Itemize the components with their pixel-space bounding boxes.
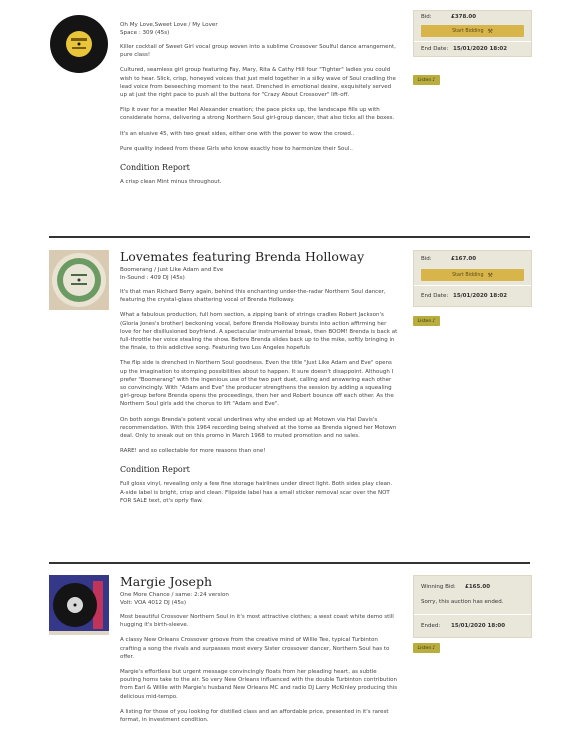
start-bidding-label: Start Bidding	[452, 28, 484, 34]
description-paragraph: RARE! and so collectable for more reasons than one!	[120, 448, 266, 455]
record-sides: Boomerang / Just Like Adam and Eve	[120, 267, 224, 273]
bid-row	[414, 11, 531, 23]
ended-row	[414, 615, 531, 637]
end-date-label: End Date:	[421, 46, 449, 52]
description-paragraph: It's an elusive 45, with two great sides, either one with the power to wow the crowd..	[120, 130, 355, 137]
bid-panel-1	[413, 10, 532, 57]
winning-bid-value: £165.00	[465, 584, 491, 590]
record-thumbnail-3[interactable]	[49, 575, 109, 635]
listen-label: Listen	[417, 318, 432, 324]
description-paragraph: The flip side is drenched in Northern Soul goodness. Even the title "Just Like Adam and Eve" opens up the imagination to stomping possibilities about to happen. It sure doesn't disappoint. Although I prefer "Boomerang" with the ingenious use of the two part duet, calling and answering each other so convincingly. With "Adam and Eve" the producer strengthens the session by adding a squealing girl-group before Brenda opens the proceedings, then her and Robert bounce off each other. As the Northern Soul girls add the chorus to lift "Adam and Eve".	[120, 360, 394, 408]
music-note-icon: ♪	[432, 645, 436, 651]
listing-title[interactable]: Margie Joseph	[120, 574, 212, 589]
bid-value: £378.00	[451, 14, 477, 20]
record-thumbnail-1[interactable]	[49, 14, 109, 74]
ended-value: 15/01/2020 18:00	[451, 623, 506, 629]
description-paragraph: What a fabulous production, full horn section, a zipping bank of strings cradles Robert Jackson's (Gloria Jones's brother) beckoning vocal, before Brenda Holloway bursts into action affirming her love for her disillusioned boyfriend. A spectacular instrumental break, then BOOM! Brenda is back at full-throttle her voice stealing the show. Before Brenda slides back up to the mike, softly bringing in the finale, to this addictive song. Featuring two Los Angeles hopefuls	[120, 312, 398, 352]
bid-label: Bid:	[421, 256, 432, 262]
description-paragraph: It's that man Richard Berry again, behind this enchanting under-the-radar Northern Soul dancer, featuring the crystal-glass shattering vocal of Brenda Holloway.	[120, 289, 386, 304]
end-date-value: 15/01/2020 18:02	[453, 293, 508, 299]
music-note-icon: ♪	[432, 77, 436, 83]
description-paragraph: Most beautiful Crossover Northern Soul in it's most attractive clothes; a west coast white demo still hugging it's birth-sleeve.	[120, 614, 394, 629]
description-paragraph: A listing for those of you looking for distilled class and an affordable price, presented in it's rarest format, in investment condition.	[120, 708, 389, 724]
end-date-value: 15/01/2020 18:02	[453, 46, 508, 52]
listing-divider	[49, 236, 530, 238]
listing-content-3	[120, 574, 398, 731]
gavel-icon: ⚒	[487, 271, 493, 279]
description-paragraph: Pure quality indeed from these Girls who know exactly how to harmonize their Soul..	[120, 145, 353, 152]
condition-report-heading: Condition Report	[120, 163, 190, 173]
record-catalog: Space : 309 (45s)	[120, 30, 170, 36]
description-paragraph: A classy New Orleans Crossover groove from the creative mind of Willie Tee, typical Turbinton crafting a song the rivals and surpasses most every Sister crossover dancer, Northern Soul has to offer.	[120, 637, 390, 660]
description-paragraph: Killer cocktail of Sweet Girl vocal group woven into a sublime Crossover Soulful dance arrangement, pure class!	[120, 44, 396, 59]
bid-panel-3	[413, 575, 532, 638]
winning-bid-row	[414, 578, 531, 596]
listing-title[interactable]: Lovemates featuring Brenda Holloway	[120, 249, 365, 264]
listen-button[interactable]	[413, 643, 440, 653]
bid-panel-2	[413, 250, 532, 307]
ended-label: Ended:	[421, 623, 441, 629]
listen-button[interactable]	[413, 75, 440, 85]
listing-content-1	[120, 21, 398, 193]
description-paragraph: Flip it over for a meatier Mel Alexander creation; the pace picks up, the landscape fills up with considerate horns, delivering a strong Northern Soul girl-group dancer, that also ticks all the boxes.	[120, 107, 395, 122]
end-date-row	[414, 286, 531, 306]
description-paragraph: On both songs Brenda's potent vocal underlines why she ended up at Motown via Hal Davis's recommendation. With this 1964 recording being shelved at the tome as Brenda signed her Motown deal. Only to sneak out on this promo in March 1968 to muted promotion and no sales.	[120, 416, 397, 440]
start-bidding-button[interactable]	[421, 25, 524, 37]
start-bidding-label: Start Bidding	[452, 272, 484, 278]
gavel-icon: ⚒	[487, 27, 493, 35]
start-bidding-button[interactable]	[421, 269, 524, 281]
listen-label: Listen	[417, 77, 432, 83]
condition-report-text: A crisp clean Mint minus throughout.	[120, 179, 222, 186]
record-catalog: In-Sound : 409 DJ (45s)	[120, 275, 185, 281]
description-paragraph: Cultured, seamless girl group featuring Fay, Mary, Rita & Cathy Hill four "Tighter" ladies you could wish to hear. Slick, crisp, honeyed voices that just meld together in a silky wave of Soul cradling the lead voice from beseeching moment to the next. Drenched in emotional desire, exquisitely served up at just the right pace to push all the buttons for "Crazy About Crossover" lift-off.	[120, 67, 396, 99]
end-date-label: End Date:	[421, 293, 449, 299]
auction-ended-message: Sorry, this auction has ended.	[421, 599, 504, 605]
record-sides: One More Chance / same: 2:24 version	[120, 592, 229, 598]
bid-value: £167.00	[451, 256, 477, 262]
condition-report-text: Full gloss vinyl, revealing only a few fine storage hairlines under direct light. Both sides play clean. A-side label is bright, crisp and clean. Flipside label has a small sticker removal scar over the NOT FOR SALE text, ot's oprly flaw.	[120, 481, 393, 504]
listen-button[interactable]	[413, 316, 440, 326]
condition-report-heading: Condition Report	[120, 465, 190, 475]
end-date-row	[414, 42, 531, 56]
music-note-icon: ♪	[432, 318, 436, 324]
listen-label: Listen	[417, 645, 432, 651]
bid-row	[414, 251, 531, 267]
winning-bid-label: Winning Bid:	[421, 584, 456, 590]
listing-divider	[49, 562, 530, 564]
listing-content-2	[120, 249, 398, 512]
bid-label: Bid:	[421, 14, 432, 20]
record-thumbnail-2[interactable]	[49, 250, 109, 310]
record-catalog: Volt: VOA 4012 DJ (45s)	[120, 600, 187, 606]
description-paragraph: Margie's effortless but urgent message convincingly floats from her pleading heart, as subtle pouting horns take to the air. So very New Orleans influenced with the double Turbinton contribution from Earl & Willie with Margie's husband New Orleans MC and radio DJ Larry McKinley producing this delicious mid-tempo.	[120, 669, 398, 700]
record-sides: Oh My Love,Sweet Love / My Lover	[120, 22, 218, 28]
